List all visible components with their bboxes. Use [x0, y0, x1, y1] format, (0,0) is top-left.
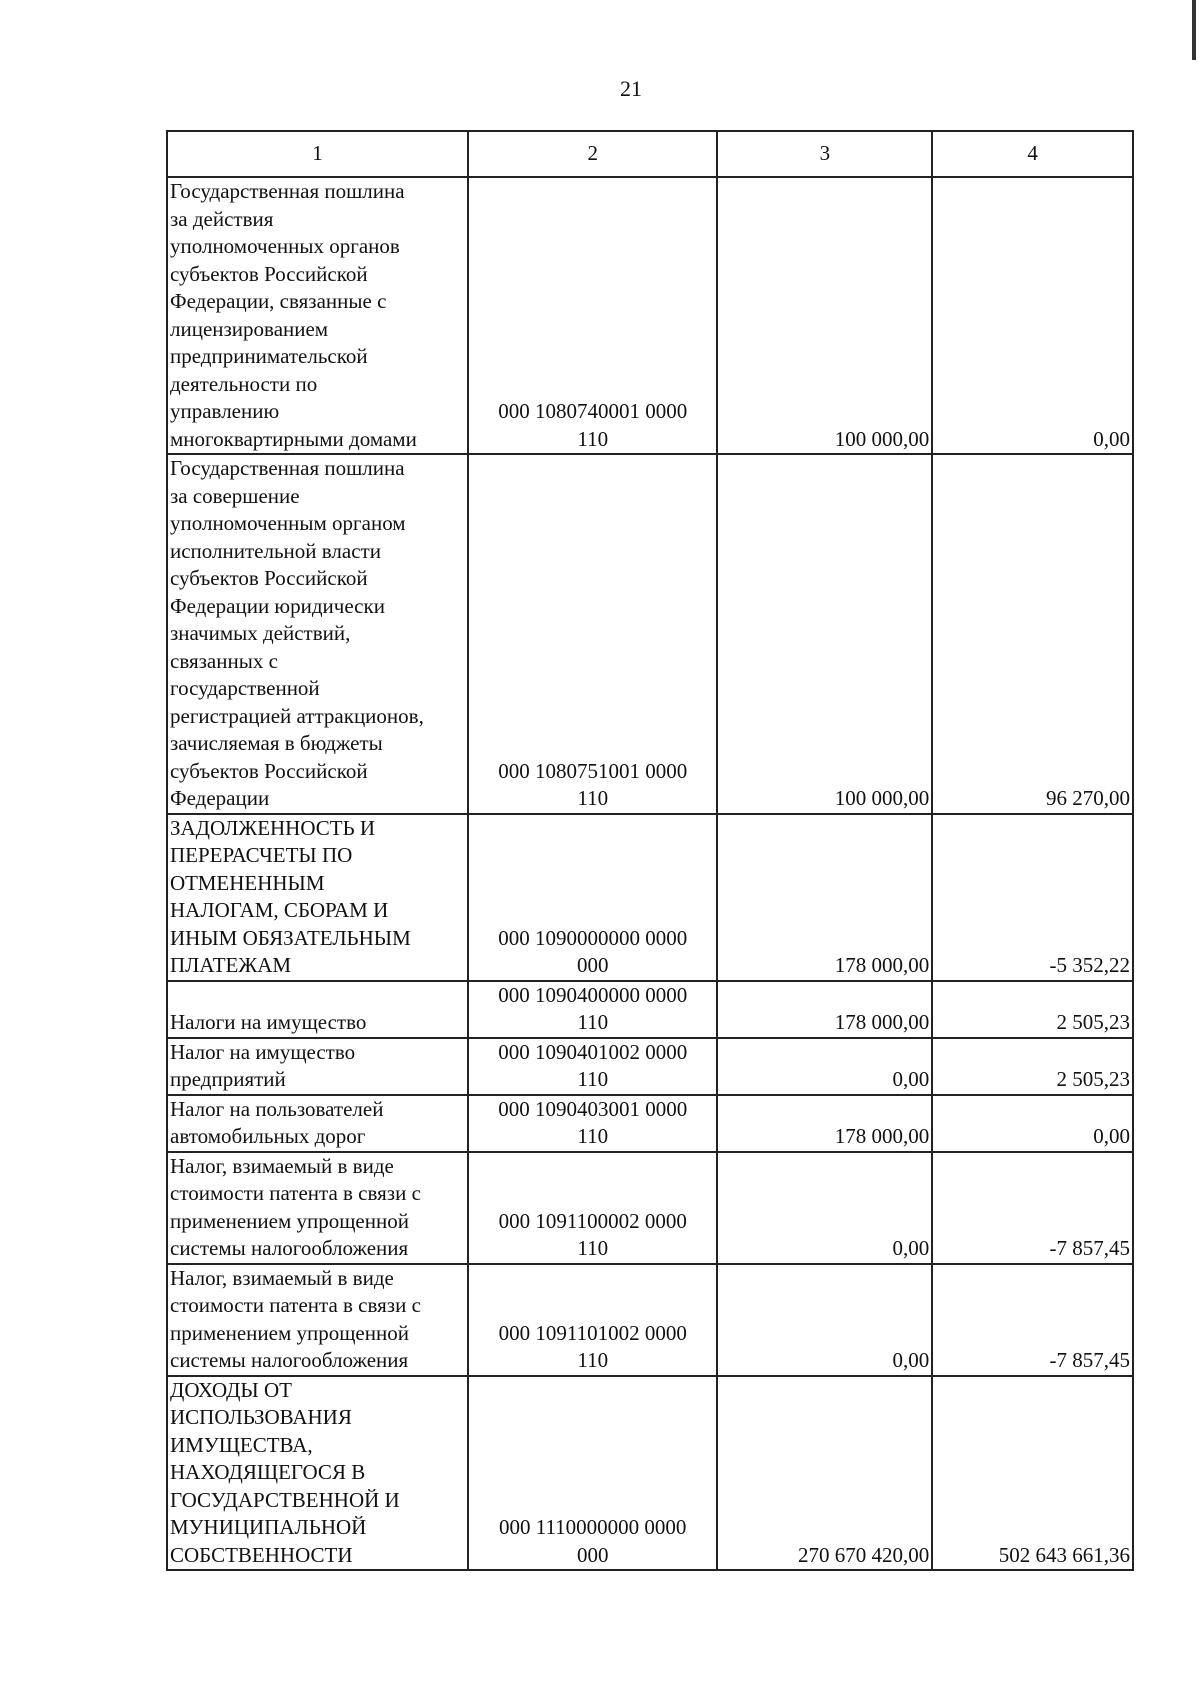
income-name-cell: Налог на имущество предприятий: [167, 1038, 468, 1095]
actual-amount-cell: 2 505,23: [932, 981, 1133, 1038]
actual-amount-cell: 2 505,23: [932, 1038, 1133, 1095]
page-number: 21: [620, 76, 642, 101]
planned-amount-cell: 100 000,00: [717, 454, 932, 814]
actual-amount-cell: 0,00: [932, 1095, 1133, 1152]
column-header-1: 1: [167, 131, 468, 177]
actual-amount-cell: 0,00: [932, 177, 1133, 454]
planned-amount-cell: 0,00: [717, 1152, 932, 1264]
income-name-cell: Налог, взимаемый в виде стоимости патента в связи с применением упрощенной системы налогообложения: [167, 1152, 468, 1264]
planned-amount-cell: 0,00: [717, 1038, 932, 1095]
planned-amount-cell: 178 000,00: [717, 981, 932, 1038]
budget-code-cell: 000 1090401002 0000 110: [468, 1038, 717, 1095]
table-header-row: [167, 131, 1133, 177]
budget-code-cell: 000 1080740001 0000 110: [468, 177, 717, 454]
budget-code-cell: 000 1091101002 0000 110: [468, 1264, 717, 1376]
table-row: [167, 1264, 1133, 1376]
scan-edge-mark: [1192, 0, 1196, 60]
column-header-3: 3: [717, 131, 932, 177]
table-row: [167, 1376, 1133, 1571]
planned-amount-cell: 178 000,00: [717, 1095, 932, 1152]
table-row: [167, 1095, 1133, 1152]
planned-amount-cell: 270 670 420,00: [717, 1376, 932, 1571]
budget-code-cell: 000 1110000000 0000 000: [468, 1376, 717, 1571]
column-header-4: 4: [932, 131, 1133, 177]
actual-amount-cell: -5 352,22: [932, 814, 1133, 981]
income-name-cell: Государственная пошлина за действия уполномоченных органов субъектов Российской Федерации, связанные с лицензированием предпринимательской деятельности по управлению многоквартирными домами: [167, 177, 468, 454]
actual-amount-cell: 502 643 661,36: [932, 1376, 1133, 1571]
table-row: [167, 1038, 1133, 1095]
income-name-cell: ДОХОДЫ ОТ ИСПОЛЬЗОВАНИЯ ИМУЩЕСТВА, НАХОДЯЩЕГОСЯ В ГОСУДАРСТВЕННОЙ И МУНИЦИПАЛЬНОЙ СОБСТВЕННОСТИ: [167, 1376, 468, 1571]
income-name-cell: Налог, взимаемый в виде стоимости патента в связи с применением упрощенной системы налогообложения: [167, 1264, 468, 1376]
planned-amount-cell: 0,00: [717, 1264, 932, 1376]
actual-amount-cell: -7 857,45: [932, 1264, 1133, 1376]
actual-amount-cell: -7 857,45: [932, 1152, 1133, 1264]
income-name-cell: Налог на пользователей автомобильных дорог: [167, 1095, 468, 1152]
column-header-2: 2: [468, 131, 717, 177]
budget-code-cell: 000 1091100002 0000 110: [468, 1152, 717, 1264]
budget-code-cell: 000 1090400000 0000 110: [468, 981, 717, 1038]
planned-amount-cell: 100 000,00: [717, 177, 932, 454]
table-row: [167, 814, 1133, 981]
income-name-cell: Налоги на имущество: [167, 981, 468, 1038]
budget-code-cell: 000 1080751001 0000 110: [468, 454, 717, 814]
budget-code-cell: 000 1090403001 0000 110: [468, 1095, 717, 1152]
budget-income-table: [166, 130, 1134, 1571]
income-name-cell: Государственная пошлина за совершение уполномоченным органом исполнительной власти субъектов Российской Федерации юридически значимых действий, связанных с государственной регистрацией аттракционов, зачисляемая в бюджеты субъектов Российской Федерации: [167, 454, 468, 814]
actual-amount-cell: 96 270,00: [932, 454, 1133, 814]
table-row: [167, 981, 1133, 1038]
table-row: [167, 1152, 1133, 1264]
table-row: [167, 454, 1133, 814]
budget-code-cell: 000 1090000000 0000 000: [468, 814, 717, 981]
table-row: [167, 177, 1133, 454]
planned-amount-cell: 178 000,00: [717, 814, 932, 981]
income-name-cell: ЗАДОЛЖЕННОСТЬ И ПЕРЕРАСЧЕТЫ ПО ОТМЕНЕННЫМ НАЛОГАМ, СБОРАМ И ИНЫМ ОБЯЗАТЕЛЬНЫМ ПЛАТЕЖАМ: [167, 814, 468, 981]
